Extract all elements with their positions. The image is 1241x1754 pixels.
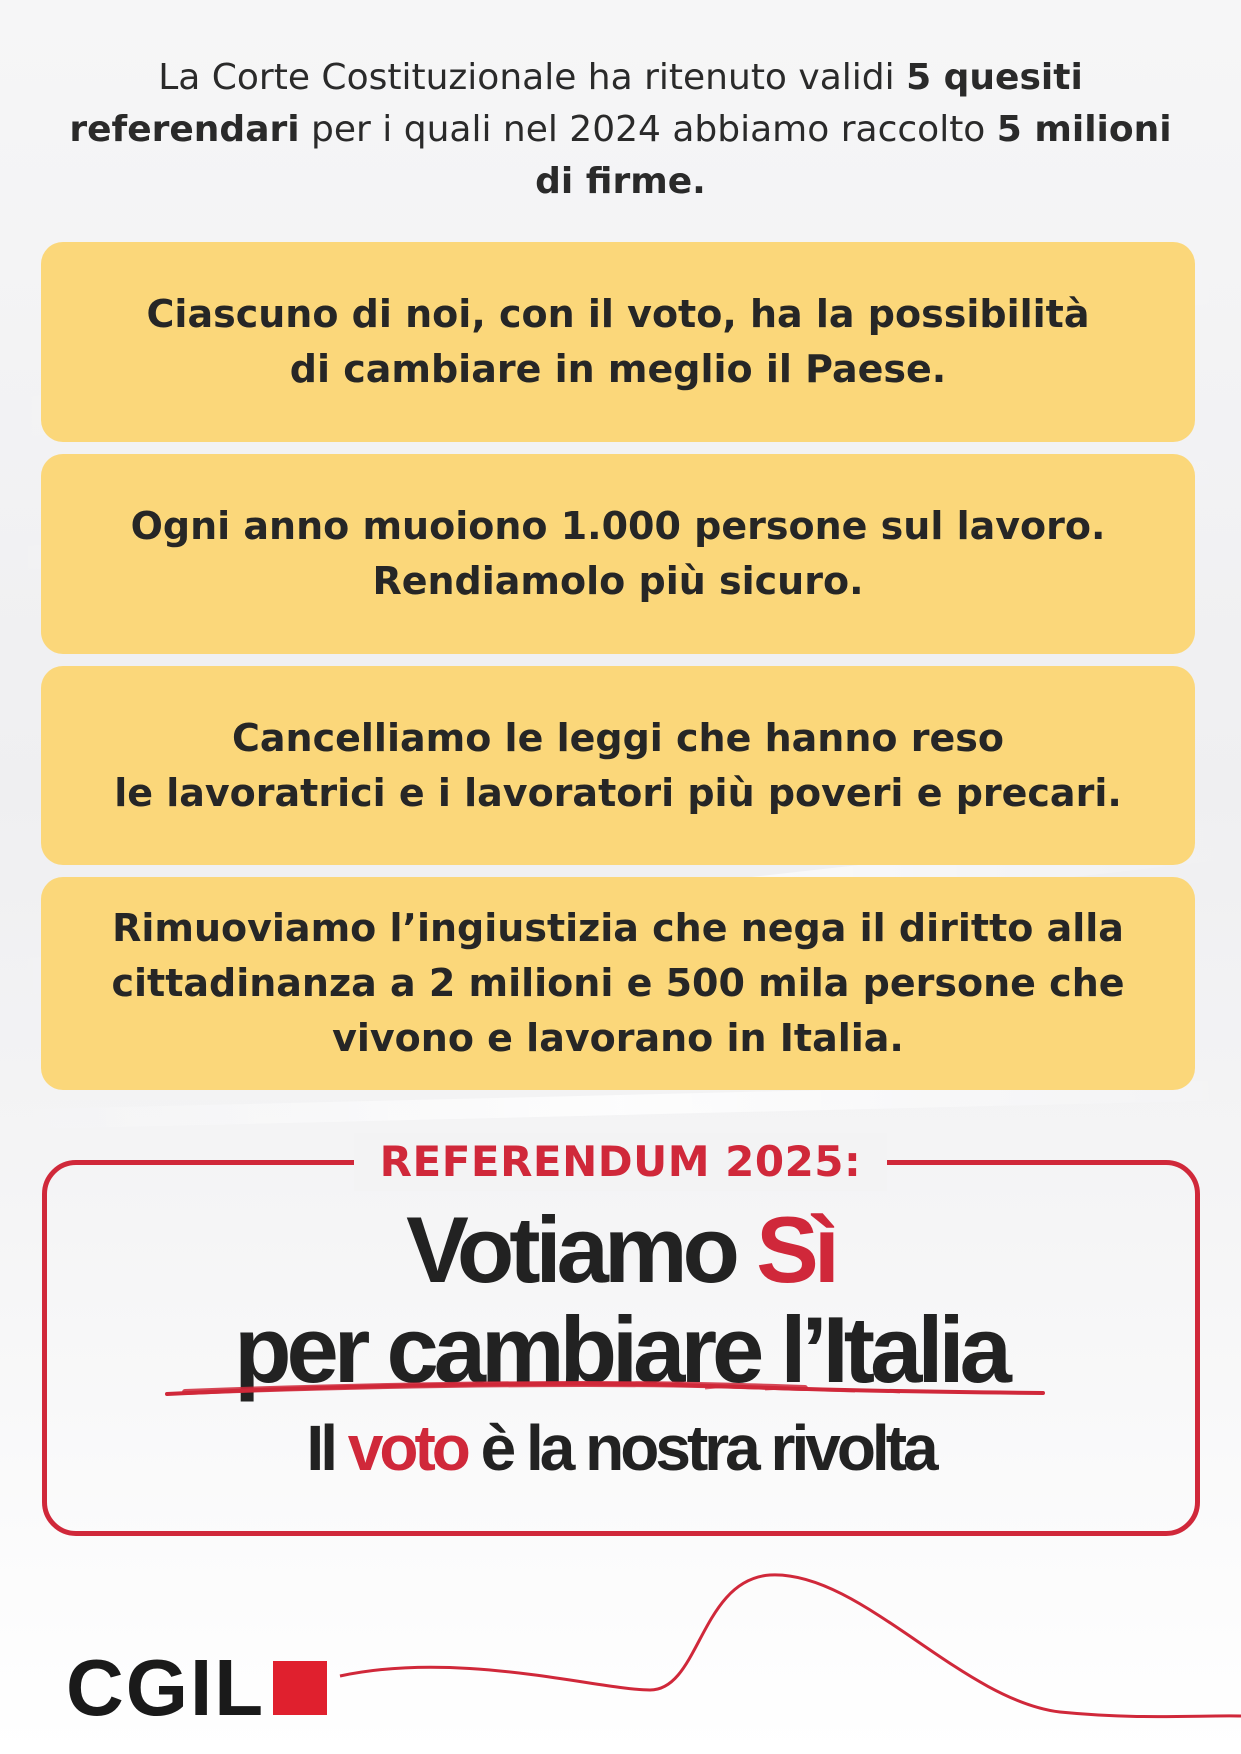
message-card-laws — [41, 666, 1195, 865]
cgil-logo — [66, 1643, 327, 1732]
message-card-safety — [41, 454, 1195, 654]
card-line: di cambiare in meglio il Paese. — [289, 347, 947, 391]
slogan-voto: voto — [347, 1412, 467, 1484]
card-line: Rendiamolo più sicuro. — [372, 559, 864, 603]
intro-text: La Corte Costituzionale ha ritenuto validi 5 quesiti referendari per i quali nel 2024 abbiamo raccolto 5 milioni di firme. — [69, 57, 1172, 202]
card-line: vivono e lavorano in Italia. — [332, 1016, 904, 1060]
card-line: Ogni anno muoiono 1.000 persone sul lavoro. — [130, 504, 1106, 548]
headline-si: Sì — [756, 1197, 835, 1302]
logo-red-square — [273, 1661, 327, 1715]
card-line: Ciascuno di noi, con il voto, ha la possibilità — [146, 292, 1090, 336]
red-brush-stroke — [165, 1378, 1045, 1402]
card-line: le lavoratrici e i lavoratori più poveri e precari. — [114, 770, 1122, 815]
card-line: Cancelliamo le leggi che hanno reso — [232, 715, 1004, 760]
message-card-citizenship — [41, 877, 1195, 1090]
card-line: Rimuoviamo l’ingiustizia che nega il diritto alla — [112, 906, 1124, 950]
headline-line-2: per cambiare l’Italia — [234, 1297, 1007, 1402]
headline-line-1: Votiamo Sì — [406, 1197, 835, 1302]
logo-text: CGIL — [66, 1643, 266, 1732]
card-line: cittadinanza a 2 milioni e 500 mila persone che — [111, 961, 1125, 1005]
headline — [0, 1197, 1241, 1402]
referendum-label: REFERENDUM 2025: — [0, 1133, 1241, 1191]
slogan: Il voto è la nostra rivolta — [306, 1412, 935, 1484]
message-card-vote — [41, 242, 1195, 442]
